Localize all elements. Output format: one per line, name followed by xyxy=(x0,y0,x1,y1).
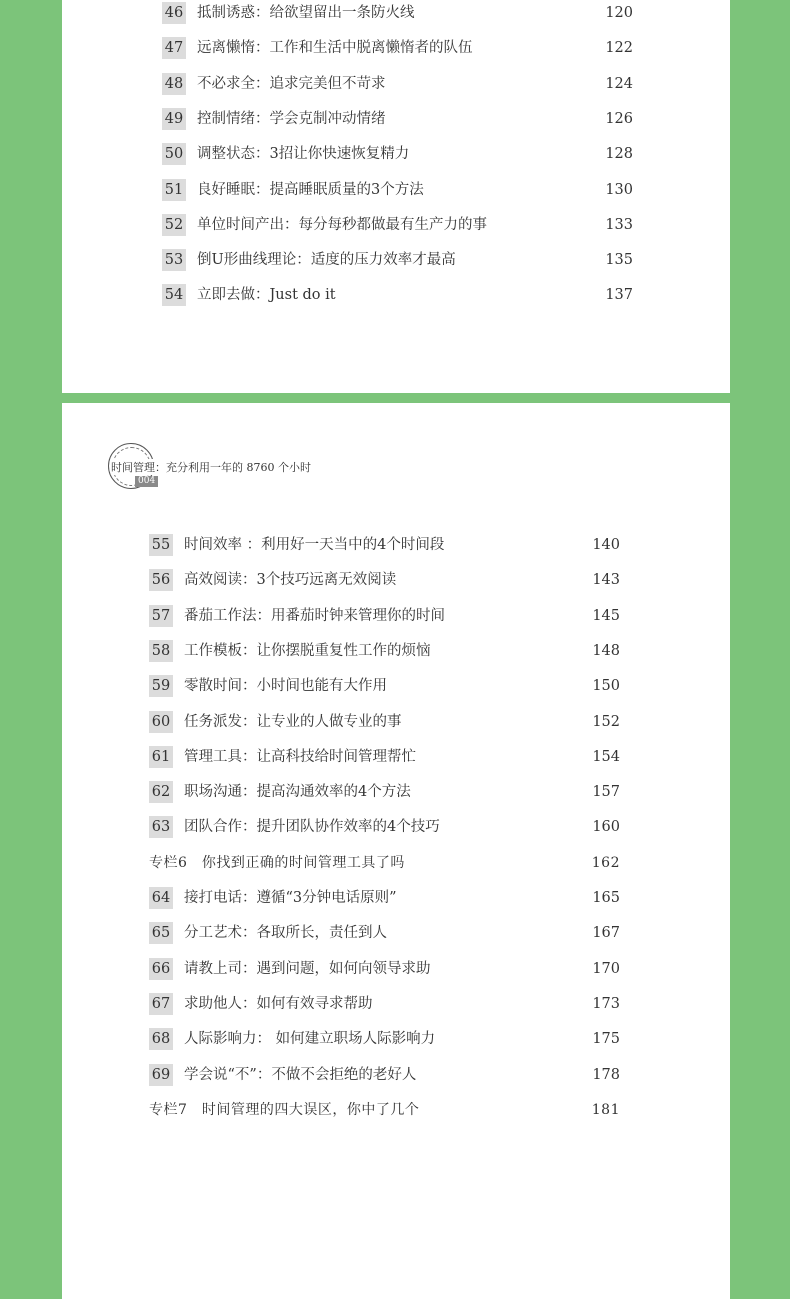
chapter-number: 48 xyxy=(162,73,186,95)
toc-column-entry[interactable] xyxy=(149,1099,620,1121)
toc-entry[interactable] xyxy=(162,73,633,95)
page-number: 137 xyxy=(605,287,633,304)
toc-entry[interactable] xyxy=(149,569,620,591)
header-title: 时间管理：充分利用一年的 8760 个小时 xyxy=(111,461,311,474)
toc-entry[interactable] xyxy=(149,534,620,556)
toc-page-bottom xyxy=(62,403,730,1299)
toc-page-top xyxy=(62,0,730,393)
toc-entry[interactable] xyxy=(149,640,620,662)
chapter-title: 工作模板：让你摆脱重复性工作的烦恼 xyxy=(184,642,431,659)
page-number: 128 xyxy=(605,146,633,163)
page-number: 152 xyxy=(592,713,620,730)
toc-entry[interactable] xyxy=(162,214,633,236)
chapter-title: 良好睡眠：提高睡眠质量的3个方法 xyxy=(197,181,424,198)
page-number: 133 xyxy=(605,216,633,233)
toc-entry[interactable] xyxy=(149,1028,620,1050)
page-number: 143 xyxy=(592,572,620,589)
toc-entry[interactable] xyxy=(162,37,633,59)
chapter-title: 学会说“不”：不做不会拒绝的老好人 xyxy=(184,1066,417,1083)
page-number: 167 xyxy=(592,925,620,942)
chapter-number: 50 xyxy=(162,143,186,165)
page-number: 150 xyxy=(592,678,620,695)
chapter-title: 接打电话：遵循“3分钟电话原则” xyxy=(184,890,397,906)
page-header xyxy=(108,443,408,493)
chapter-title: 控制情绪：学会克制冲动情绪 xyxy=(197,110,386,127)
chapter-number: 53 xyxy=(162,249,186,271)
chapter-number: 66 xyxy=(149,958,173,980)
page-number: 148 xyxy=(592,642,620,659)
chapter-number: 64 xyxy=(149,887,173,909)
chapter-number: 60 xyxy=(149,711,173,733)
toc-entry[interactable] xyxy=(149,887,620,909)
chapter-title: 人际影响力： 如何建立职场人际影响力 xyxy=(184,1031,436,1048)
chapter-number: 68 xyxy=(149,1028,173,1050)
page-number: 170 xyxy=(592,960,620,977)
chapter-title: 团队合作：提升团队协作效率的4个技巧 xyxy=(184,819,440,836)
chapter-title: 高效阅读：3个技巧远离无效阅读 xyxy=(184,572,397,589)
chapter-title: 零散时间：小时间也能有大作用 xyxy=(184,678,387,695)
toc-entry[interactable] xyxy=(162,108,633,130)
chapter-title: 分工艺术：各取所长，责任到人 xyxy=(184,925,387,942)
chapter-number: 56 xyxy=(149,569,173,591)
page-number: 145 xyxy=(592,607,620,624)
page-number: 175 xyxy=(592,1031,620,1048)
chapter-number: 57 xyxy=(149,605,173,627)
header-page-number: 004 xyxy=(135,476,158,487)
page-number: 120 xyxy=(605,5,633,21)
chapter-title: 求助他人：如何有效寻求帮助 xyxy=(184,995,373,1012)
chapter-title: 倒U形曲线理论：适度的压力效率才最高 xyxy=(197,252,456,269)
chapter-title: 立即去做：Just do it xyxy=(197,287,336,304)
toc-entry[interactable] xyxy=(149,816,620,838)
toc-entry[interactable] xyxy=(162,179,633,201)
chapter-number: 69 xyxy=(149,1064,173,1086)
toc-entry[interactable] xyxy=(149,1064,620,1086)
page-number: 160 xyxy=(592,819,620,836)
toc-entry[interactable] xyxy=(162,284,633,306)
toc-column-entry[interactable] xyxy=(149,852,620,874)
page-number: 162 xyxy=(591,854,620,871)
chapter-number: 59 xyxy=(149,675,173,697)
chapter-title: 职场沟通：提高沟通效率的4个方法 xyxy=(184,784,411,801)
page-number: 165 xyxy=(592,890,620,906)
chapter-number: 61 xyxy=(149,746,173,768)
page-number: 178 xyxy=(592,1066,620,1083)
page-number: 122 xyxy=(605,40,633,57)
toc-entry[interactable] xyxy=(149,958,620,980)
toc-entry[interactable] xyxy=(149,993,620,1015)
chapter-title: 管理工具：让高科技给时间管理帮忙 xyxy=(184,748,416,765)
toc-entry[interactable] xyxy=(149,711,620,733)
chapter-title: 专栏7 时间管理的四大误区，你中了几个 xyxy=(149,1101,420,1118)
chapter-title: 抵制诱惑：给欲望留出一条防火线 xyxy=(197,5,415,21)
chapter-number: 55 xyxy=(149,534,173,556)
chapter-number: 47 xyxy=(162,37,186,59)
toc-entry[interactable] xyxy=(162,249,633,271)
chapter-number: 62 xyxy=(149,781,173,803)
chapter-number: 51 xyxy=(162,179,186,201)
chapter-number: 67 xyxy=(149,993,173,1015)
toc-entry[interactable] xyxy=(149,781,620,803)
chapter-title: 番茄工作法：用番茄时钟来管理你的时间 xyxy=(184,607,445,624)
toc-entry[interactable] xyxy=(162,143,633,165)
chapter-number: 58 xyxy=(149,640,173,662)
chapter-number: 52 xyxy=(162,214,186,236)
toc-entry[interactable] xyxy=(149,675,620,697)
toc-entry[interactable] xyxy=(162,2,633,24)
chapter-title: 单位时间产出：每分每秒都做最有生产力的事 xyxy=(197,216,487,233)
chapter-title: 任务派发：让专业的人做专业的事 xyxy=(184,713,402,730)
chapter-number: 65 xyxy=(149,922,173,944)
chapter-number: 49 xyxy=(162,108,186,130)
chapter-number: 54 xyxy=(162,284,186,306)
chapter-title: 时间效率 ：利用好一天当中的4个时间段 xyxy=(184,537,445,553)
page-number: 126 xyxy=(605,110,633,127)
page-number: 154 xyxy=(592,748,620,765)
chapter-title: 专栏6 你找到正确的时间管理工具了吗 xyxy=(149,854,405,871)
page-number: 124 xyxy=(605,75,633,92)
chapter-number: 46 xyxy=(162,2,186,24)
page-number: 173 xyxy=(592,995,620,1012)
chapter-title: 请教上司：遇到问题，如何向领导求助 xyxy=(184,960,431,977)
chapter-title: 调整状态：3招让你快速恢复精力 xyxy=(197,146,410,163)
page-number: 130 xyxy=(605,181,633,198)
chapter-title: 远离懒惰：工作和生活中脱离懒惰者的队伍 xyxy=(197,40,473,57)
toc-entry[interactable] xyxy=(149,922,620,944)
toc-entry[interactable] xyxy=(149,746,620,768)
page-number: 140 xyxy=(592,537,620,553)
toc-entry[interactable] xyxy=(149,605,620,627)
page-number: 157 xyxy=(592,784,620,801)
chapter-number: 63 xyxy=(149,816,173,838)
chapter-title: 不必求全：追求完美但不苛求 xyxy=(197,75,386,92)
page-number: 181 xyxy=(591,1101,620,1118)
page-number: 135 xyxy=(605,252,633,269)
